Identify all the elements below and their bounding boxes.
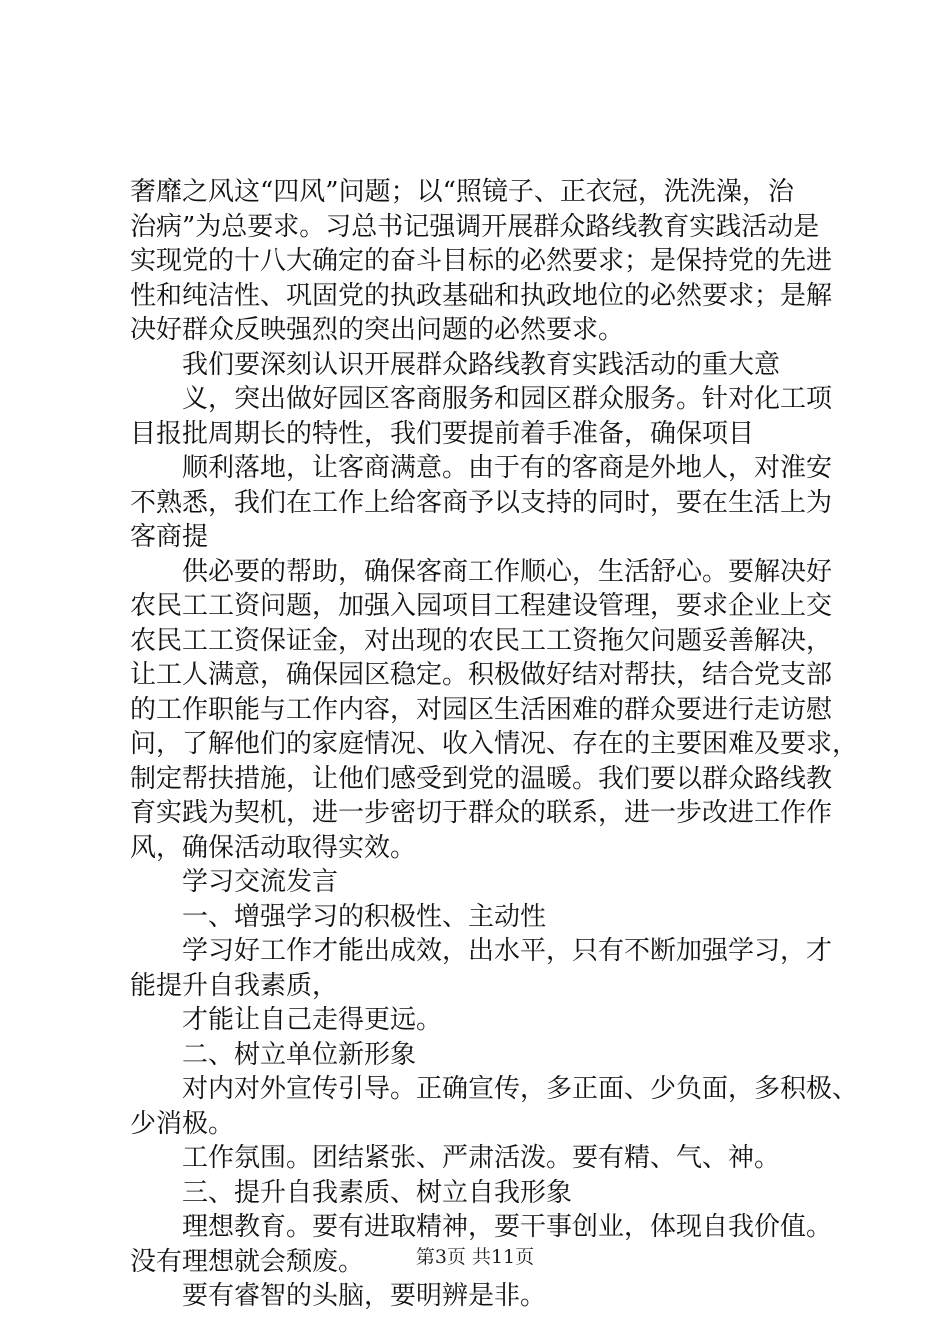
text-line: 农民工工资保证金，对出现的农民工工资拖欠问题妥善解决， <box>130 625 833 656</box>
text-line: 二、树立单位新形象 <box>182 1039 417 1070</box>
text-line: 义，突出做好园区客商服务和园区群众服务。针对化工项 <box>182 384 833 414</box>
text-line: 学习交流发言 <box>182 867 339 897</box>
text-line: 客商提 <box>130 522 209 552</box>
text-line: 让工人满意，确保园区稳定。积极做好结对帮扶，结合党支部 <box>130 660 833 690</box>
text-line: 我们要深刻认识开展群众路线教育实践活动的重大意 <box>182 349 781 380</box>
text-line: 治病”为总要求。习总书记强调开展群众路线教育实践活动是 <box>130 211 820 242</box>
text-line: 理想教育。要有进取精神，要干事创业，体现自我价值。 <box>182 1212 833 1242</box>
text-line: 不熟悉，我们在工作上给客商予以支持的同时，要在生活上为 <box>130 487 833 518</box>
text-line: 的工作职能与工作内容，对园区生活困难的群众要进行走访慰 <box>130 694 833 725</box>
text-line: 没有理想就会颓废。 <box>130 1246 365 1277</box>
text-line: 工作氛围。团结紧张、严肃活泼。要有精、气、神。 <box>182 1143 781 1173</box>
page-number-footer: 第3页 共11页 <box>415 1246 535 1268</box>
text-line: 供必要的帮助，确保客商工作顺心，生活舒心。要解决好 <box>182 556 833 587</box>
text-line: 性和纯洁性、巩固党的执政基础和执政地位的必然要求；是解 <box>130 280 833 311</box>
text-line: 一、增强学习的积极性、主动性 <box>182 901 547 932</box>
text-line: 育实践为契机，进一步密切于群众的联系，进一步改进工作作 <box>130 798 833 828</box>
text-line: 能提升自我素质， <box>130 970 339 1001</box>
text-line: 农民工工资问题，加强入园项目工程建设管理，要求企业上交 <box>130 591 833 621</box>
text-line: 三、提升自我素质、树立自我形象 <box>182 1177 573 1208</box>
text-line: 决好群众反映强烈的突出问题的必然要求。 <box>130 315 625 345</box>
text-line: 少消极。 <box>130 1108 235 1139</box>
text-line: 要有睿智的头脑，要明辨是非。 <box>182 1281 547 1311</box>
text-line: 风，确保活动取得实效。 <box>130 832 417 863</box>
text-line: 才能让自己走得更远。 <box>182 1005 443 1035</box>
text-line: 目报批周期长的特性，我们要提前着手准备，确保项目 <box>130 418 755 449</box>
text-line: 实现党的十八大确定的奋斗目标的必然要求；是保持党的先进 <box>130 246 833 276</box>
text-line: 对内对外宣传引导。正确宣传，多正面、少负面，多积极、 <box>182 1074 859 1104</box>
text-line: 问，了解他们的家庭情况、收入情况、存在的主要困难及要求， <box>130 729 859 759</box>
document-body <box>130 175 859 1314</box>
text-line: 学习好工作才能出成效，出水平，只有不断加强学习，才 <box>182 936 833 966</box>
text-line: 顺利落地，让客商满意。由于有的客商是外地人，对淮安 <box>182 453 833 483</box>
text-line: 奢靡之风这“四风”问题；以“照镜子、正衣冠，洗洗澡，治 <box>130 177 794 207</box>
text-line: 制定帮扶措施，让他们感受到党的温暖。我们要以群众路线教 <box>130 763 833 794</box>
